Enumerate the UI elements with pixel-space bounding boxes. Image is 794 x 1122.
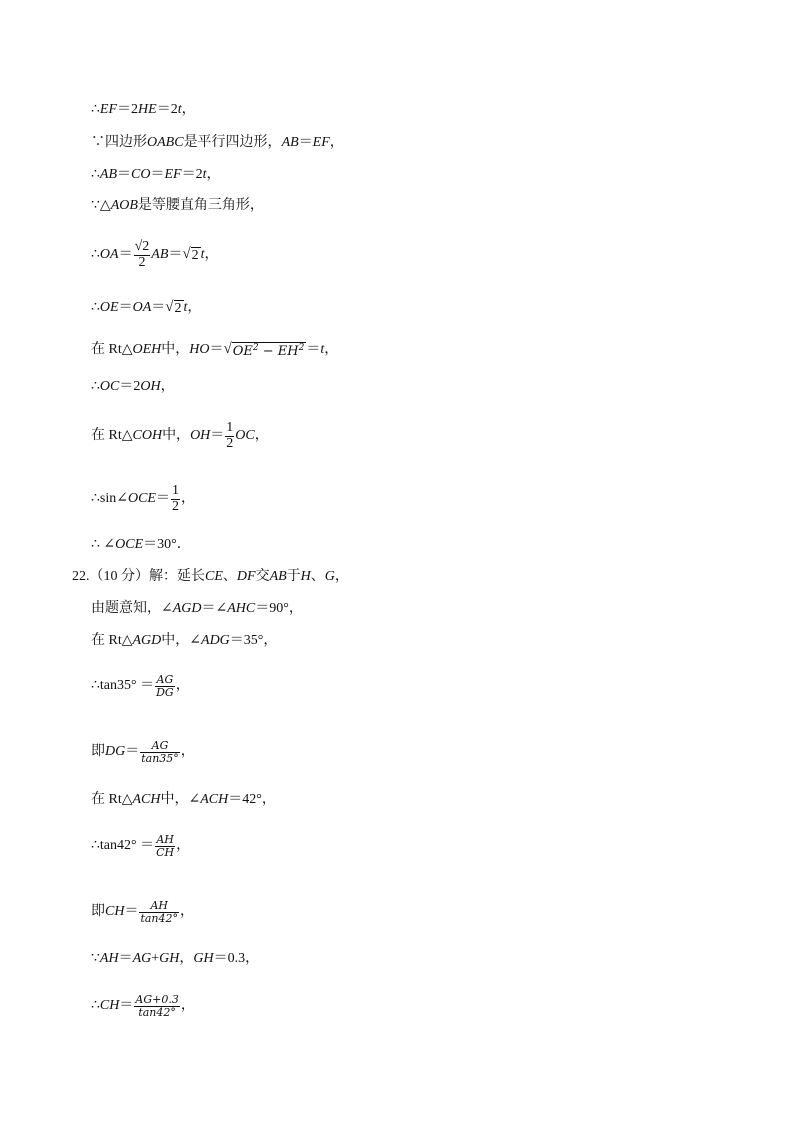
solution-line-3: ∴ AB ＝ CO ＝ EF ＝2 t ， — [91, 167, 221, 182]
fraction-ah-over-ch: $\frac{AH}{CH}$ — [156, 833, 175, 859]
question-number: 22. — [72, 569, 90, 584]
therefore-symbol: ∴ — [91, 102, 100, 117]
fraction-one-half: $\frac{1}{2}$ — [171, 483, 179, 514]
solution-line-21: ∴ CH ＝ $\frac{AG+0.3}{\tan 42^\circ}$ ， — [91, 993, 195, 1019]
solution-line-15: ∴tan35° ＝ $\frac{AG}{DG}$ ， — [91, 673, 190, 699]
fraction-ah-over-tan42: $\frac{AH}{\tan 42^\circ}$ — [140, 899, 179, 925]
fraction-ag-over-tan35: $\frac{AG}{\tan 35^\circ}$ — [141, 739, 179, 765]
solution-line-2: ∵四边形 OABC 是平行四边形， AB ＝ EF ， — [91, 135, 344, 150]
sqrt-expression: √ 2 — [182, 246, 199, 264]
solution-line-10: ∴sin∠ OCE ＝ $\frac{1}{2}$ ， — [91, 483, 195, 514]
fraction-one-half: $\frac{1}{2}$ — [226, 420, 234, 451]
solution-line-4: ∵△ AOB 是等腰直角三角形， — [91, 198, 264, 213]
solution-line-20: ∵ AH ＝ AG + GH ， GH ＝0.3， — [91, 951, 260, 966]
solution-line-9: 在 Rt△ COH 中， OH ＝ $\frac{1}{2}$ OC ， — [91, 420, 269, 451]
question-22-heading: 22. （10 分）解：延长 CE 、 DF 交 AB 于 H 、 G ， — [72, 569, 349, 584]
radical-sign: √ — [165, 299, 174, 315]
fraction-ag-over-dg: $\frac{AG}{DG}$ — [156, 673, 174, 699]
solution-line-13: 由题意知，∠ AGD ＝∠ AHC ＝90°， — [91, 601, 303, 616]
solution-line-19: 即 CH ＝ $\frac{AH}{\tan 42^\circ}$ ， — [91, 899, 195, 925]
solution-line-1: ∴ EF ＝2 HE ＝2 t ， — [91, 102, 196, 117]
sqrt-expression: √ 2 — [165, 299, 182, 316]
solution-line-11: ∴ ∠ OCE ＝30°． — [91, 537, 191, 552]
fraction-ag-plus-0.3-over-tan42: $\frac{AG+0.3}{\tan 42^\circ}$ — [135, 993, 179, 1019]
radical-sign: √ — [223, 341, 232, 357]
solution-line-18: ∴tan42° ＝ $\frac{AH}{CH}$ ， — [91, 833, 191, 859]
solution-line-7: 在 Rt△ OEH 中， HO ＝ √ $OE^2 - EH^2$ ＝ t ， — [91, 341, 339, 359]
solution-line-6: ∴ OE ＝ OA ＝ √ 2 t ， — [91, 299, 202, 316]
solution-line-16: 即 DG ＝ $\frac{AG}{\tan 35^\circ}$ ， — [91, 739, 195, 765]
solution-line-17: 在 Rt△ ACH 中，∠ ACH ＝42°， — [91, 792, 276, 807]
radical-sign: √ — [182, 246, 191, 263]
solution-line-14: 在 Rt△ AGD 中，∠ ADG ＝35°， — [91, 633, 278, 648]
sqrt-expression: √ $OE^2 - EH^2$ — [223, 341, 305, 359]
fraction-sqrt2-over-2: $\frac{√2}{2}$ — [134, 239, 150, 270]
solution-line-8: ∴ OC ＝2 OH ， — [91, 379, 175, 394]
solution-line-5: ∴ OA ＝ $\frac{√2}{2}$ AB ＝ √ 2 t ， — [91, 239, 219, 270]
